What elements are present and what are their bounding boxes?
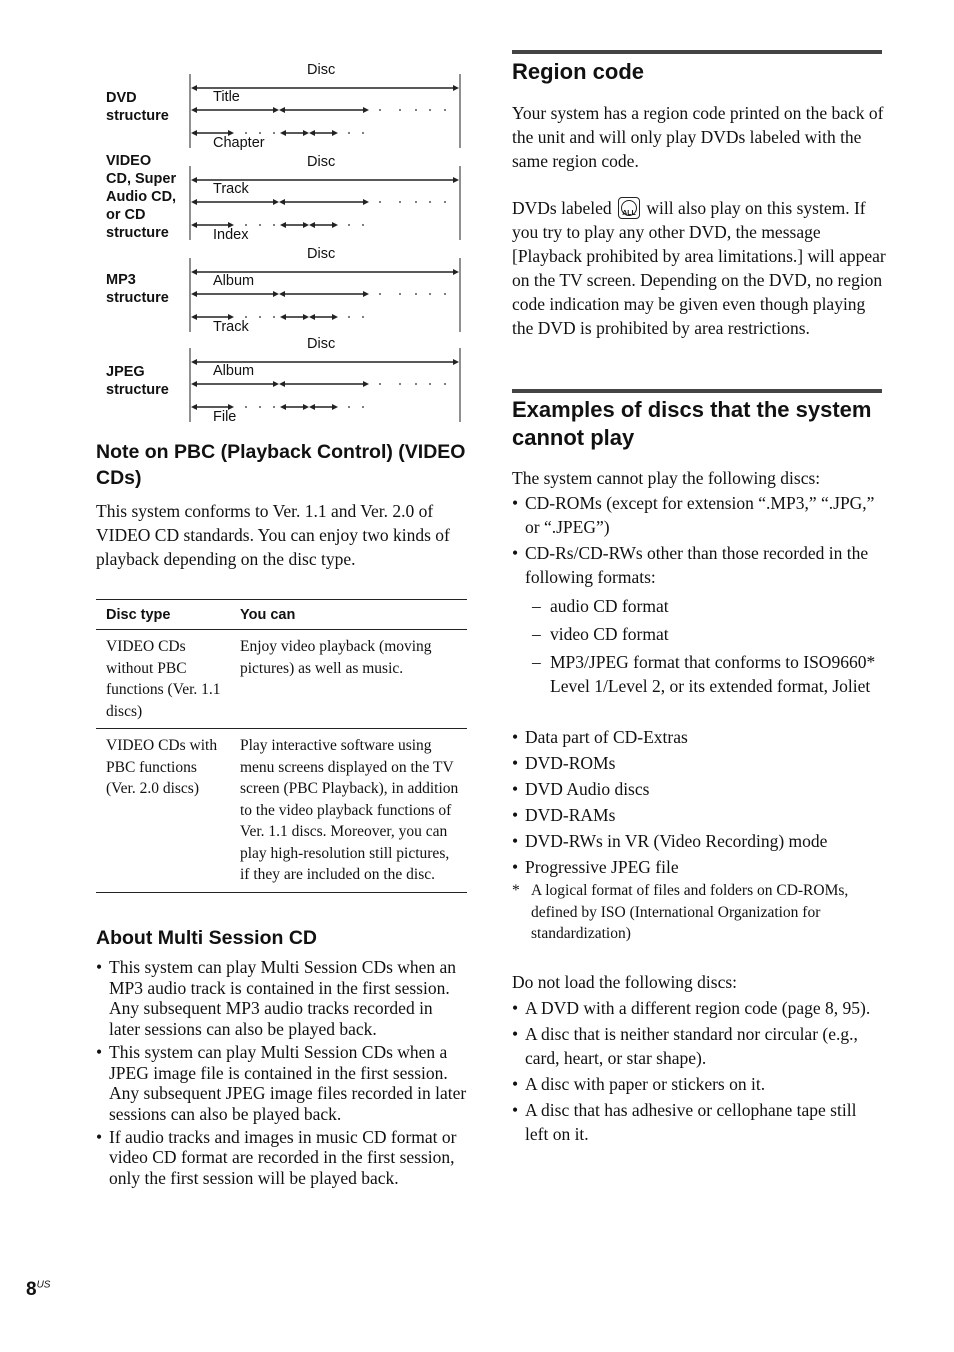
structure-arrows: [104, 334, 466, 426]
table-row: [96, 630, 467, 729]
footnote-text: A logical format of files and folders on CD-ROMs, defined by ISO (International Organization for standardization): [531, 882, 849, 942]
continuation-dot: [362, 406, 364, 408]
diagram-mid-label: Track: [213, 181, 249, 197]
arrow-head-left: [191, 404, 197, 410]
continuation-dot: [348, 406, 350, 408]
arrow-head-right: [453, 85, 459, 91]
arrow-head-left: [191, 269, 197, 275]
region-all-logo-icon: [618, 197, 640, 219]
arrow-head-right: [363, 291, 369, 297]
continuation-dot: [444, 383, 446, 385]
region-text-after-logo: will also play on this system. If you try to play any other DVD, the message [Playback prohibited by area limitations.] will appear on the TV screen. Depending on the DVD, no region code indication may be given even though playing the DVD is prohibited by area restrictions.: [512, 198, 886, 338]
diagram-mid-label: Album: [213, 363, 255, 379]
arrow-head-left: [191, 130, 197, 136]
continuation-dot: [273, 224, 275, 226]
list-item: • Data part of CD-Extras: [512, 724, 884, 750]
arrow-head-right: [273, 199, 279, 205]
arrow-head-right: [453, 269, 459, 275]
arrow-head-right: [303, 130, 309, 136]
list-item: • If audio tracks and images in music CD format or video CD format are recorded in the first session, only the first session will be played back.: [96, 1127, 468, 1189]
continuation-dot: [415, 109, 417, 111]
arrow-head-right: [332, 130, 338, 136]
continuation-dot: [399, 201, 401, 203]
continuation-dot: [273, 316, 275, 318]
arrow-head-left: [279, 199, 285, 205]
arrow-head-right: [332, 404, 338, 410]
region-heading: Region code: [512, 59, 645, 84]
table-cell: Enjoy video playback (moving pictures) as well as music.: [230, 630, 467, 729]
diagram-bottom-label: Track: [213, 319, 249, 335]
arrow-head-right: [363, 107, 369, 113]
list-item: • A disc that has adhesive or cellophane tape still left on it.: [512, 1098, 884, 1146]
list-item: – MP3/JPEG format that conforms to ISO9660* Level 1/Level 2, or its extended format, Joliet: [512, 650, 884, 698]
arrow-head-left: [191, 177, 197, 183]
continuation-dot: [362, 224, 364, 226]
arrow-head-right: [363, 199, 369, 205]
arrow-head-left: [191, 314, 197, 320]
arrow-head-left: [280, 314, 286, 320]
arrow-head-left: [280, 222, 286, 228]
continuation-dot: [429, 109, 431, 111]
examples-heading: Examples of discs that the system cannot play: [512, 397, 872, 450]
structure-arrows: [104, 244, 466, 336]
continuation-dot: [259, 406, 261, 408]
continuation-dot: [444, 293, 446, 295]
continuation-dot: [415, 201, 417, 203]
arrow-head-left: [309, 404, 315, 410]
column-header-disc-type: Disc type: [96, 600, 230, 630]
page-number-suffix: US: [36, 1279, 51, 1291]
formats-list: [512, 594, 884, 698]
structure-arrows: [104, 60, 466, 152]
continuation-dot: [429, 201, 431, 203]
continuation-dot: [348, 132, 350, 134]
continuation-dot: [348, 224, 350, 226]
diagram-label: DVD structure: [106, 90, 169, 124]
page-number-value: 8: [26, 1279, 37, 1300]
donot-list: [512, 996, 884, 1146]
table-row: [96, 729, 467, 893]
continuation-dot: [273, 406, 275, 408]
list-item: • DVD-RAMs: [512, 802, 884, 828]
multisession-heading: About Multi Session CD: [96, 927, 317, 949]
arrow-head-left: [191, 199, 197, 205]
region-text-before-logo: DVDs labeled: [512, 198, 612, 218]
jpeg-structure-diagram: [104, 334, 466, 426]
diagram-bottom-label: Chapter: [213, 135, 265, 151]
list-item: • DVD-RWs in VR (Video Recording) mode: [512, 828, 884, 854]
table-header-row: [96, 600, 467, 630]
continuation-dot: [399, 293, 401, 295]
table-cell: Play interactive software using menu screens displayed on the TV screen (PBC Playback), in addition to the video playback functions of Ver. 1.1 discs. Moreover, you can play high-resolution still pictures, if they are included on the disc.: [230, 729, 467, 893]
diagram-top-label: Disc: [307, 336, 336, 352]
arrow-head-right: [228, 130, 234, 136]
continuation-dot: [429, 383, 431, 385]
list-item: • CD-Rs/CD-RWs other than those recorded in the following formats:: [512, 541, 884, 589]
continuation-dot: [259, 224, 261, 226]
continuation-dot: [379, 383, 381, 385]
arrow-head-right: [303, 404, 309, 410]
arrow-head-left: [191, 85, 197, 91]
region-paragraph-1: Your system has a region code printed on the back of the unit and will only play DVDs labeled with the same region code.: [512, 103, 884, 171]
list-item: – video CD format: [512, 622, 884, 646]
continuation-dot: [259, 132, 261, 134]
list-item: • CD-ROMs (except for extension “.MP3,” “.JPG,” or “.JPEG”): [512, 491, 884, 539]
examples-list-a: [512, 491, 884, 589]
arrow-head-left: [191, 291, 197, 297]
arrow-head-right: [273, 291, 279, 297]
diagram-label: JPEG structure: [106, 364, 169, 398]
arrow-head-right: [303, 314, 309, 320]
continuation-dot: [429, 293, 431, 295]
dvd-structure-diagram: [104, 60, 466, 152]
continuation-dot: [245, 406, 247, 408]
section-rule: [512, 389, 882, 393]
continuation-dot: [415, 293, 417, 295]
diagram-mid-label: Title: [213, 89, 240, 105]
diagram-label: VIDEO CD, Super Audio CD, or CD structure: [106, 153, 177, 241]
arrow-head-right: [332, 222, 338, 228]
continuation-dot: [245, 316, 247, 318]
arrow-head-left: [309, 130, 315, 136]
diagram-label: MP3 structure: [106, 272, 169, 306]
table-cell: VIDEO CDs with PBC functions (Ver. 2.0 discs): [96, 729, 230, 893]
continuation-dot: [273, 132, 275, 134]
examples-intro: The system cannot play the following discs:: [512, 468, 821, 488]
list-item: • This system can play Multi Session CDs when a JPEG image file is contained in the first session. Any subsequent JPEG image files recorded in later sessions can also be played back.: [96, 1042, 468, 1125]
arrow-head-left: [280, 130, 286, 136]
arrow-head-right: [453, 359, 459, 365]
videocd-structure-diagram: [104, 152, 466, 244]
list-item: • This system can play Multi Session CDs when an MP3 audio track is contained in the first session. Any subsequent MP3 audio tracks recorded in later sessions can also be played back.: [96, 957, 468, 1040]
page-number: [26, 1279, 50, 1301]
continuation-dot: [399, 383, 401, 385]
continuation-dot: [399, 109, 401, 111]
list-item: • DVD-ROMs: [512, 750, 884, 776]
continuation-dot: [444, 201, 446, 203]
continuation-dot: [415, 383, 417, 385]
arrow-head-left: [191, 107, 197, 113]
arrow-head-left: [309, 222, 315, 228]
arrow-head-left: [191, 222, 197, 228]
continuation-dot: [245, 132, 247, 134]
diagram-bottom-label: Index: [213, 227, 249, 243]
continuation-dot: [379, 293, 381, 295]
table-cell: VIDEO CDs without PBC functions (Ver. 1.1 discs): [96, 630, 230, 729]
region-paragraph-2: [512, 196, 887, 340]
arrow-head-right: [303, 222, 309, 228]
arrow-head-left: [279, 381, 285, 387]
arrow-head-right: [273, 381, 279, 387]
arrow-head-right: [228, 314, 234, 320]
diagram-mid-label: Album: [213, 273, 255, 289]
column-header-you-can: You can: [230, 600, 467, 630]
donot-intro: Do not load the following discs:: [512, 972, 738, 992]
arrow-head-left: [280, 404, 286, 410]
arrow-head-right: [332, 314, 338, 320]
arrow-head-left: [279, 291, 285, 297]
continuation-dot: [259, 316, 261, 318]
arrow-head-right: [453, 177, 459, 183]
pbc-table: [96, 599, 467, 893]
arrow-head-left: [191, 359, 197, 365]
structure-arrows: [104, 152, 466, 244]
arrow-head-left: [191, 381, 197, 387]
diagram-top-label: Disc: [307, 62, 336, 78]
continuation-dot: [348, 316, 350, 318]
arrow-head-right: [273, 107, 279, 113]
diagram-top-label: Disc: [307, 246, 336, 262]
diagram-top-label: Disc: [307, 154, 336, 170]
footnote-mark: *: [512, 882, 520, 899]
arrow-head-right: [363, 381, 369, 387]
arrow-head-left: [309, 314, 315, 320]
list-item: • A DVD with a different region code (page 8, 95).: [512, 996, 884, 1020]
continuation-dot: [379, 109, 381, 111]
continuation-dot: [362, 316, 364, 318]
footnote: [512, 880, 884, 945]
arrow-head-left: [279, 107, 285, 113]
diagram-bottom-label: File: [213, 409, 237, 425]
continuation-dot: [379, 201, 381, 203]
arrow-head-right: [228, 222, 234, 228]
multisession-list: [96, 957, 468, 1189]
list-item: • A disc that is neither standard nor circular (e.g., card, heart, or star shape).: [512, 1022, 884, 1070]
list-item: • A disc with paper or stickers on it.: [512, 1072, 884, 1096]
mp3-structure-diagram: [104, 244, 466, 334]
list-item: – audio CD format: [512, 594, 884, 618]
list-item: • DVD Audio discs: [512, 776, 884, 802]
pbc-heading: Note on PBC (Playback Control) (VIDEO CDs): [96, 441, 466, 489]
examples-list-b: [512, 724, 884, 880]
continuation-dot: [245, 224, 247, 226]
list-item: • Progressive JPEG file: [512, 854, 884, 880]
continuation-dot: [444, 109, 446, 111]
section-rule: [512, 50, 882, 54]
arrow-head-right: [228, 404, 234, 410]
continuation-dot: [362, 132, 364, 134]
pbc-intro: This system conforms to Ver. 1.1 and Ver. 2.0 of VIDEO CD standards. You can enjoy two kinds of playback depending on the disc type.: [96, 501, 450, 569]
region-all-logo-text: ALL: [622, 210, 636, 217]
